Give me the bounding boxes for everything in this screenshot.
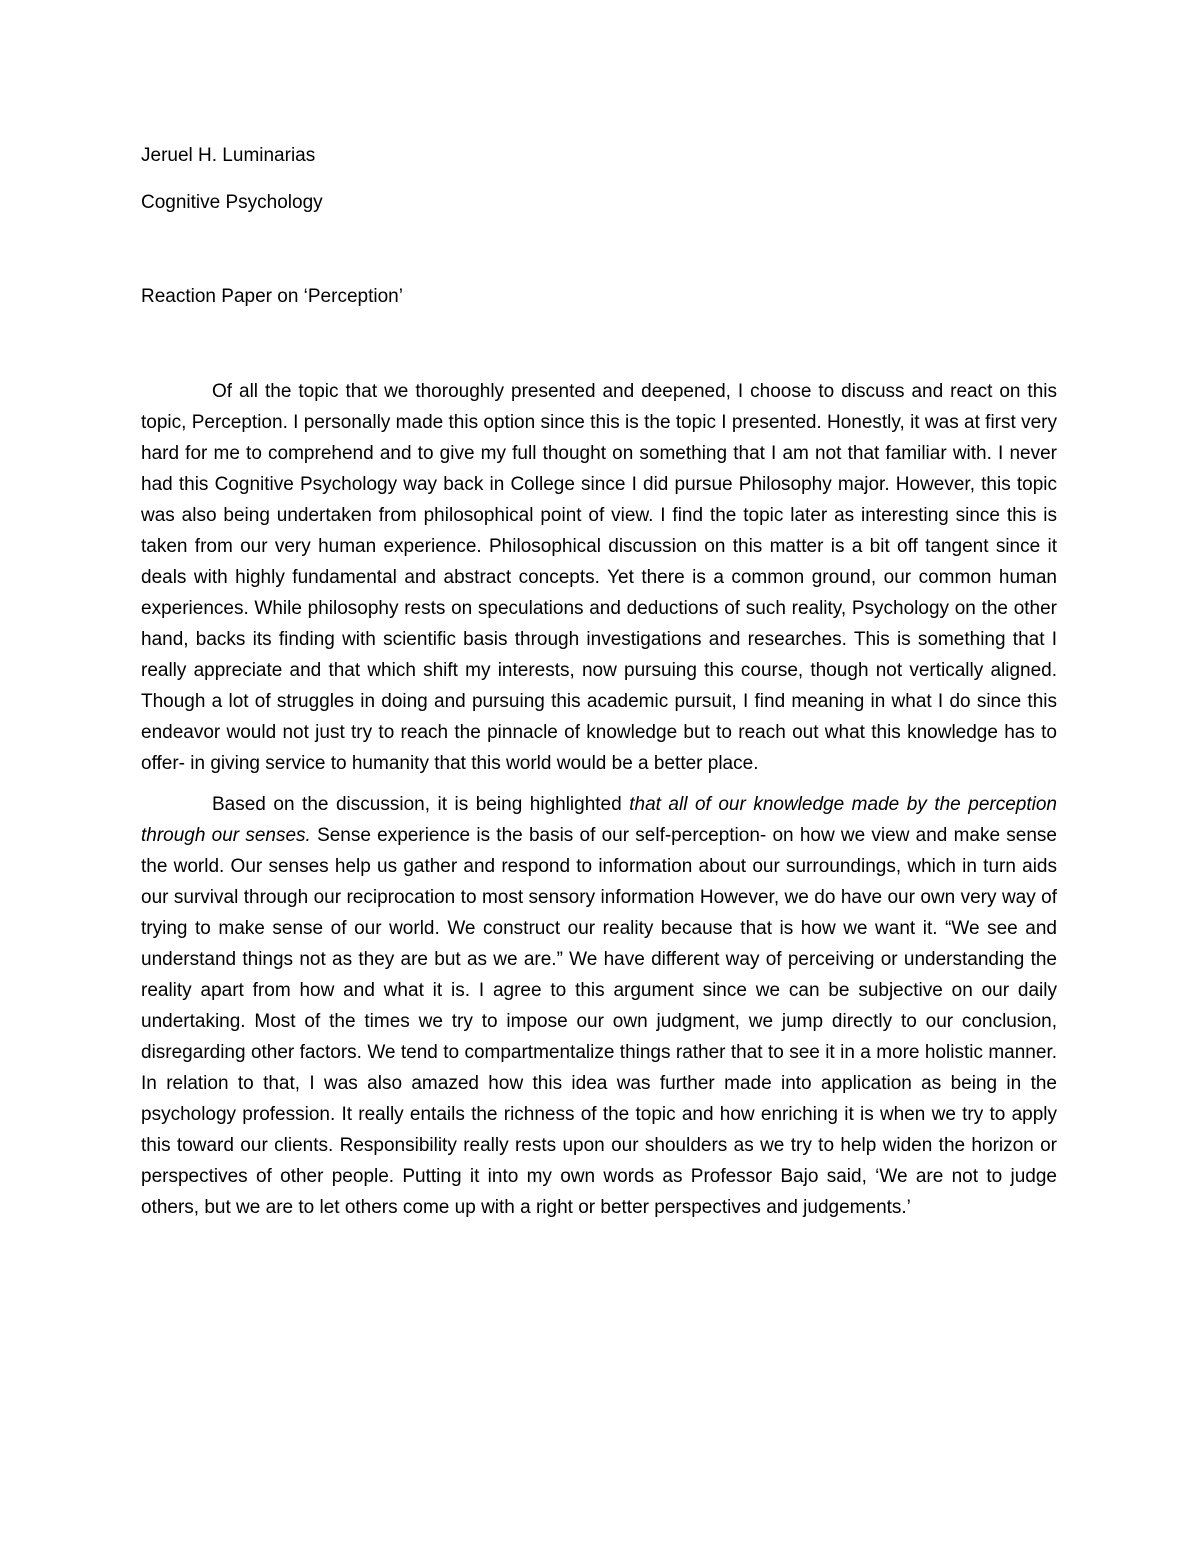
paragraph-1: Of all the topic that we thoroughly presented and deepened, I choose to discuss and react on this topic, Perception. I personally made this option since this is the topic I presented. Honestly, it was at first very hard for me to comprehend and to give my full thought on something that I am not that familiar with. I never had this Cognitive Psychology way back in College since I did pursue Philosophy major. However, this topic was also being undertaken from philosophical point of view. I find the topic later as interesting since this is taken from our very human experience. Philosophical discussion on this matter is a bit off tangent since it deals with highly fundamental and abstract concepts. Yet there is a common ground, our common human experiences. While philosophy rests on speculations and deductions of such reality, Psychology on the other hand, backs its finding with scientific basis through investigations and researches. This is something that I really appreciate and that which shift my interests, now pursuing this course, though not vertically aligned. Though a lot of struggles in doing and pursuing this academic pursuit, I find meaning in what I do since this endeavor would not just try to reach the pinnacle of knowledge but to reach out what this knowledge has to offer- in giving service to humanity that this world would be a better place. bbox=[141, 381, 1057, 774]
course-name: Cognitive Psychology bbox=[141, 192, 323, 213]
author-name: Jeruel H. Luminarias bbox=[141, 145, 316, 166]
body-text bbox=[141, 376, 1057, 1233]
paragraph-2-intro: Based on the discussion, it is being highlighted bbox=[212, 794, 630, 815]
paragraph-2-quote: that all of our knowledge made by the perception through our senses. bbox=[141, 794, 1057, 846]
paragraph-2 bbox=[141, 789, 1057, 1223]
paragraph-2-rest: Sense experience is the basis of our self-perception- on how we view and make sense the world. Our senses help us gather and respond to information about our surroundings, which in turn aids our survival through our reciprocation to most sensory information However, we do have our own very way of trying to make sense of our world. We construct our reality because that is how we want it. “We see and understand things not as they are but as we are.” We have different way of perceiving or understanding the reality apart from how and what it is. I agree to this argument since we can be subjective on our daily undertaking. Most of the times we try to impose our own judgment, we jump directly to our conclusion, disregarding other factors. We tend to compartmentalize things rather that to see it in a more holistic manner. In relation to that, I was also amazed how this idea was further made into application as being in the psychology profession. It really entails the richness of the topic and how enriching it is when we try to apply this toward our clients. Responsibility really rests upon our shoulders as we try to help widen the horizon or perspectives of other people. Putting it into my own words as Professor Bajo said, ‘We are not to judge others, but we are to let others come up with a right or better perspectives and judgements.’ bbox=[141, 825, 1057, 1218]
paper-title: Reaction Paper on ‘Perception’ bbox=[141, 286, 403, 307]
